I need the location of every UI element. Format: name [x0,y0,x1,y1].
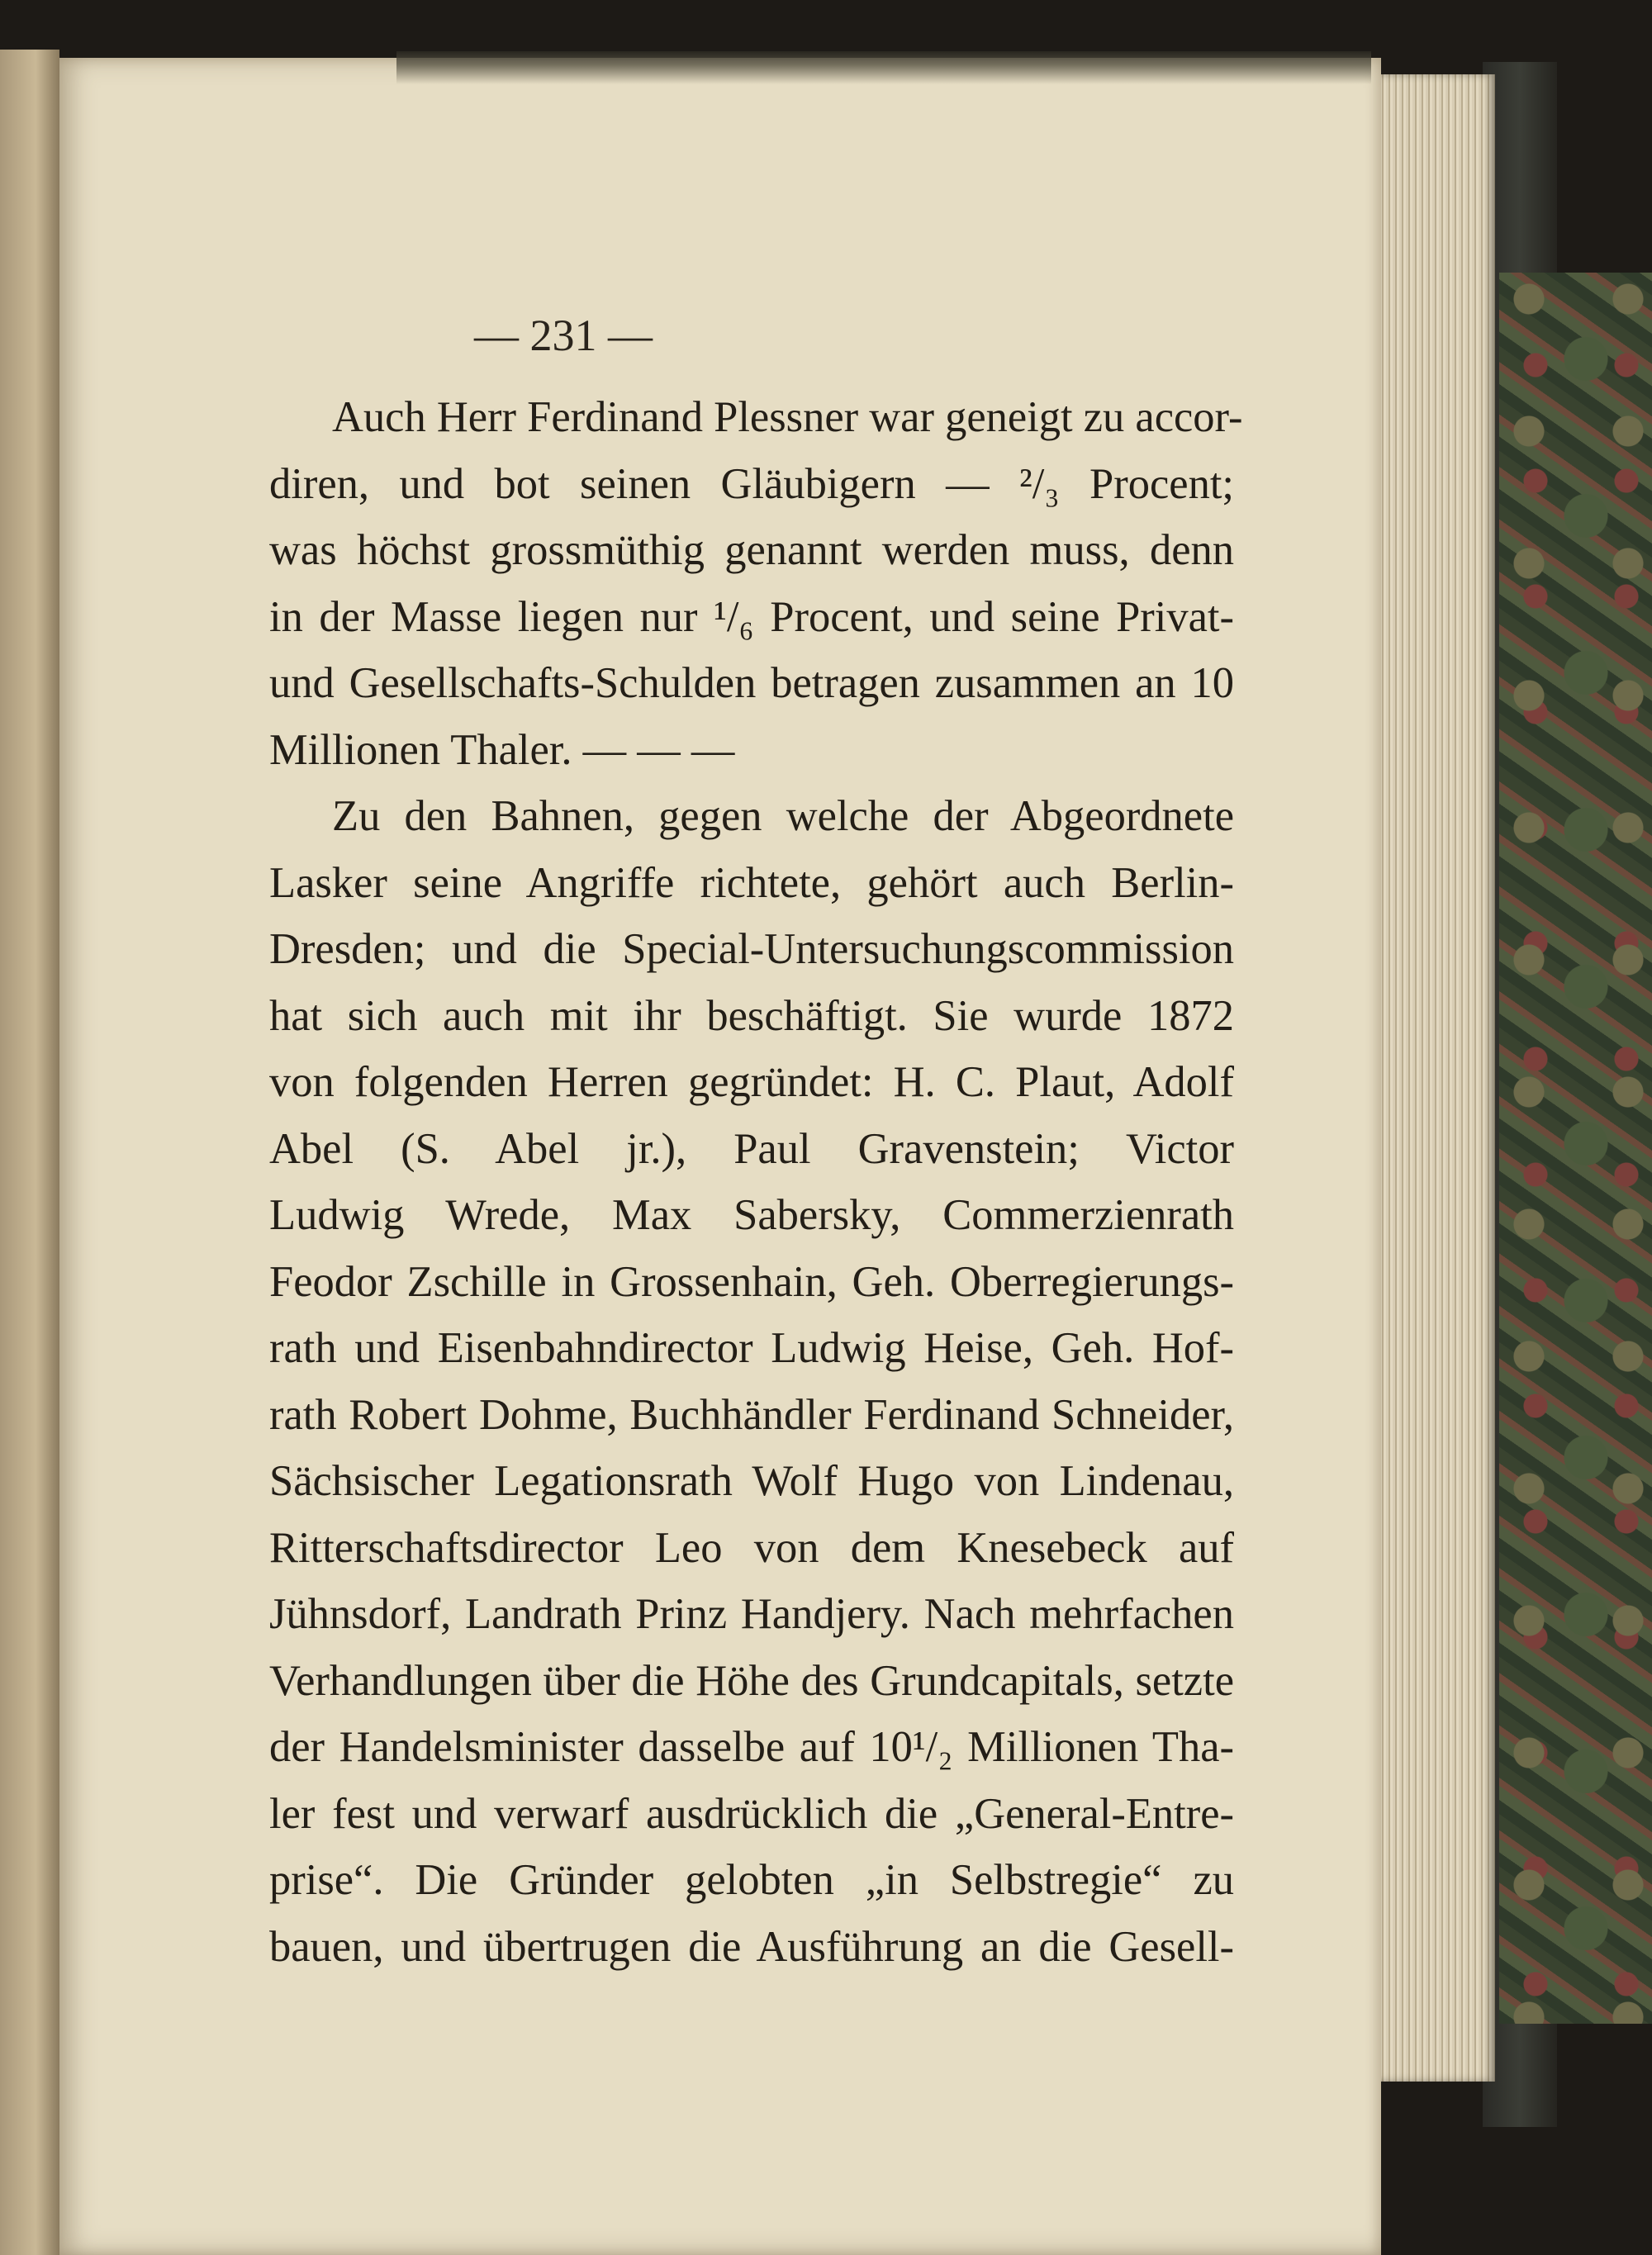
text-line: rath und Eisenbahndirector Ludwig Heise, Geh. Hof- [269,1324,1234,1372]
text-line: in der Masse liegen nur ¹/₆ Procent, und seine Privat- [269,592,1234,641]
text-line: von folgenden Herren gegründet: H. C. Plaut, Adolf [269,1058,1234,1106]
left-page-edge [0,50,59,2255]
text-line: Lasker seine Angriffe richtete, gehört auch Berlin- [269,858,1234,907]
text-line: Ritterschaftsdirector Leo von dem Knesebeck auf [269,1523,1234,1572]
text-line: Dresden; und die Special-Untersuchungscommission [269,925,1234,973]
text-line: was höchst grossmüthig genannt werden muss, denn [269,526,1234,574]
text-line: Jühnsdorf, Landrath Prinz Handjery. Nach mehrfachen [269,1590,1234,1638]
text-line: ler fest und verwarf ausdrücklich die „General-Entre- [269,1789,1234,1838]
text-line: prise“. Die Gründer gelobten „in Selbstregie“ zu [269,1856,1234,1904]
text-line: Zu den Bahnen, gegen welche der Abgeordnete [332,792,1234,840]
text-line: und Gesellschafts-Schulden betragen zusammen an 10 [269,659,1234,707]
text-line: Sächsischer Legationsrath Wolf Hugo von Lindenau, [269,1457,1234,1505]
text-line: rath Robert Dohme, Buchhändler Ferdinand Schneider, [269,1390,1234,1439]
book-page [59,58,1381,2255]
text-line: Ludwig Wrede, Max Sabersky, Commerzienrath [269,1191,1234,1239]
text-line: der Handelsminister dasselbe auf 10¹/₂ Millionen Tha- [269,1723,1234,1771]
page-fore-edge [1379,74,1495,2082]
marbled-cover [1499,273,1652,2024]
page-number: — 231 — [474,311,653,360]
body-text [269,384,1243,1980]
text-line: Verhandlungen über die Höhe des Grundcapitals, setzte [269,1656,1234,1705]
text-line: hat sich auch mit ihr beschäftigt. Sie wurde 1872 [269,991,1234,1040]
text-line: Feodor Zschille in Grossenhain, Geh. Oberregierungs- [269,1257,1234,1306]
worn-top-edge [396,51,1371,84]
text-line: diren, und bot seinen Gläubigern — ²/₃ Procent; [269,459,1234,508]
text-line: Millionen Thaler. — — — [269,725,735,774]
text-line: Auch Herr Ferdinand Plessner war geneigt zu accor- [332,393,1243,441]
text-line: Abel (S. Abel jr.), Paul Gravenstein; Victor [269,1124,1234,1173]
text-line: bauen, und übertrugen die Ausführung an die Gesell- [269,1922,1234,1971]
